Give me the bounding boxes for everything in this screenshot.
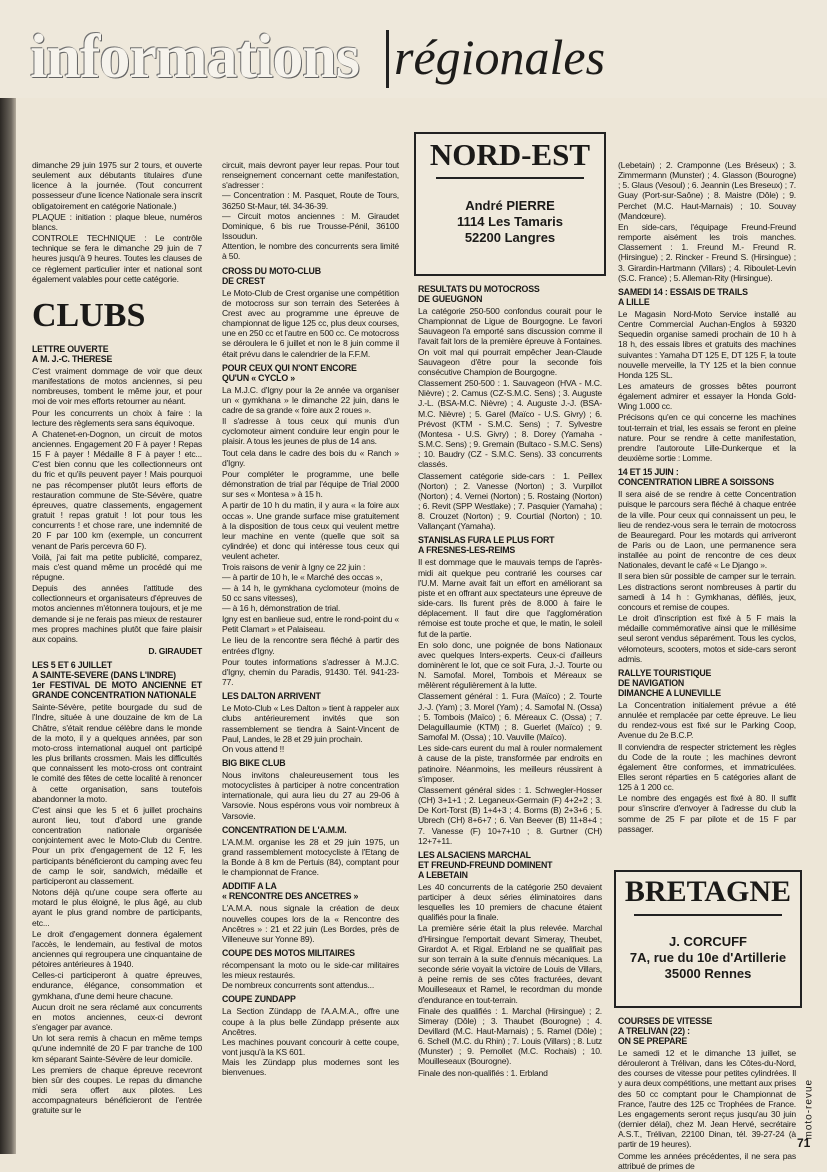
paragraph: Celles-ci participeront à quatre épreuves, endurance, élégance, consommation et gymkhana, d'une demi heure chacune. <box>32 970 202 1001</box>
correspondent-address-line-2: 35000 Rennes <box>664 966 752 981</box>
article-heading: 14 ET 15 JUIN : CONCENTRATION LIBRE A SOISSONS <box>618 467 774 488</box>
article-heading: LETTRE OUVERTE A M. J.-C. THERESE <box>32 343 113 364</box>
paragraph: Les side-cars eurent du mal à rouler normalement à cause de la piste, transformée par endroits en patinoire. Néanmoins, les meilleurs réussirent à s'imposer. <box>418 743 602 784</box>
header-title-informations: informations <box>30 23 359 91</box>
column-2 <box>222 160 399 1079</box>
paragraph: Aucun droit ne sera réclamé aux concurrents en motos anciennes, ceux-ci devront s'engager par avance. <box>32 1001 202 1033</box>
paragraph: Pour toutes informations s'adresser à M.J.C. d'Igny, chemin du Paradis, 91430. Tél. 941-23-77. <box>222 656 399 688</box>
paragraph: La Concentration initialement prévue a été annulée et remplacée par cette épreuve. Le lieu du rendez-vous est fixé sur le Parking Coop, Avenue du 2e B.C.P. <box>618 699 796 741</box>
paragraph: Classement général : 1. Fura (Maïco) ; 2. Tourte J.-J. (Yam) ; 3. Morel (Yam) ; 4. Samofal N. (Ossa) ; 5. Tombois (Maïco) ; 6. Méreaux C. (Ossa) ; 7. Delaguillaumie (KTM) ; 8. Guerlet (Maïco) ; 9. Samofal M. (Ossa) ; 10. Vauville (Maïco). <box>418 691 602 743</box>
article-heading: COUPE ZUNDAPP <box>222 994 296 1005</box>
region-title: NORD-EST <box>429 137 591 172</box>
paragraph: Pour compléter le programme, une belle démonstration de trial par l'équipe de Trial 2000 sur ses « Montesa » à 15 h. <box>222 468 399 500</box>
paragraph: Comme les années précédentes, il ne sera pas attribué de primes de <box>618 1150 796 1171</box>
section-title-clubs: CLUBS <box>32 296 146 334</box>
paragraph: Depuis des années l'attitude des collectionneurs et organisateurs d'épreuves de motos anciennes m'étonnera toujours, et je me demande si je ne ferais pas mieux de restaurer mes propres machines plutôt que faire plaisir aux copains. <box>32 583 202 644</box>
paragraph: Notons déjà qu'une coupe sera offerte au motard le plus éloigné, le plus âgé, au club ayant le plus grand nombre de participants, etc... <box>32 887 202 928</box>
correspondent-address-line-2: 52200 Langres <box>464 230 556 245</box>
paragraph: Le nombre des engagés est fixé à 80. Il suffit pour s'inscrire d'envoyer à l'adresse du club la somme de 25 F par pilote et de 15 F par passager. <box>618 793 796 834</box>
header-title-regionales: régionales <box>394 29 606 85</box>
paragraph: Le lieu de la rencontre sera fléché à partir des entrées d'Igny. <box>222 635 399 656</box>
paragraph: Tout cela dans le cadre des bois du « Ranch » d'Igny. <box>222 447 399 468</box>
paragraph: A Chatenet-en-Dognon, un circuit de motos anciennes. Engagement 20 F à payer ! Repas 15 F à payer ! Médaille 8 F à payer ! etc... C'est bien connu que les collectionneurs ont du fric et qu'ils peuvent payer ! Mais pourquoi ne pas récompenser plutôt leurs efforts de restauration commune de Ste-Sévère, quatre épreuves, quatre classements, engagement gratuit ! repas gratuit ! lot pour tous les concurrents ! et chose rare, une indemnité de 20 F par 100 km (exemple, un concurrent venant de Paris percevra 60 F). <box>32 428 202 551</box>
paragraph: Trois raisons de venir à Igny ce 22 juin : — à partir de 10 h, le « Marché des occas », — à 14 h, le gymkhana cyclomoteur (moins de 50 cc sans vitesses), — à 16 h, démonstration de trial. <box>222 562 399 613</box>
article-heading: LES DALTON ARRIVENT <box>222 691 321 702</box>
paragraph: Igny est en banlieue sud, entre le rond-point du « Petit Clamart » et Palaiseau. <box>222 614 399 635</box>
paragraph: Pour les concurrents un choix à faire : la lecture des règlements sera sans équivoque. <box>32 407 202 428</box>
article-heading: COUPE DES MOTOS MILITAIRES <box>222 948 355 958</box>
paragraph: récompensant la moto ou le side-car militaires les mieux restaurés. De nombreux concurrents sont attendus... <box>222 960 399 991</box>
divider <box>634 914 782 916</box>
article-heading: RALLYE TOURISTIQUE DE NAVIGATION DIMANCHE A LUNEVILLE <box>618 667 721 698</box>
paragraph: Un lot sera remis à chacun en même temps qu'une indemnité de 20 F par tranche de 100 km séparant Sainte-Sévère de leur domicile. <box>32 1033 202 1064</box>
paragraph: Nous invitons chaleureusement tous les motocyclistes à participer à notre concentration internationale, qui aura lieu du 27 au 29-06 à Varsovie. Nous espérons vous voir nombreux à Varsovie. <box>222 769 399 821</box>
paragraph: Il s'adresse à tous ceux qui munis d'un cyclomoteur aiment conduire leur engin pour le plaisir. A tous les jeunes de plus de 14 ans. <box>222 416 399 447</box>
article-heading: LES ALSACIENS MARCHAL ET FREUND-FREUND DOMINENT A LEBETAIN <box>418 849 553 880</box>
paragraph: Il sera bien sûr possible de camper sur le terrain. Les distractions seront nombreuses à partir du samedi à 14 h : Gymkhanas, défilés, jeux, concours et remise de coupes. <box>618 571 796 612</box>
article-heading: BIG BIKE CLUB <box>222 757 286 768</box>
divider <box>436 177 584 179</box>
article-heading: COURSES DE VITESSE A TRELIVAN (22) : ON SE PREPARE <box>618 1016 713 1046</box>
correspondent-name: André PIERRE <box>465 198 555 213</box>
paragraph: Classement catégorie side-cars : 1. Peillex (Norton) ; 2. Vanesse (Norton) ; 3. Vurpillot (Norton) ; 4. Vernei (Norton) ; 5. Rostaing (Norton) ; 6. Revit (SPP Westlake) ; 7. Pasquier (Yamaha) ; 8. Crouzet (Norton) ; 9. Courtial (Norton) ; 10. Vallançant (Yamaha). <box>418 470 602 532</box>
article-heading: CROSS DU MOTO-CLUB DE CREST <box>222 265 321 286</box>
correspondent-address-line-1: 7A, rue du 10e d'Artillerie <box>629 950 787 965</box>
paragraph: CONTROLE TECHNIQUE : Le contrôle technique se fera le dimanche 29 juin de 7 heures jusqu'à 9 heures. Toutes les clauses de ce règlement particulier inter et national sont également valables pour cette catégorie. <box>32 233 202 284</box>
page-header <box>0 0 827 98</box>
article-heading: RESULTATS DU MOTOCROSS DE GUEUGNON <box>418 284 540 304</box>
correspondent-address-line-1: 1114 Les Tamaris <box>456 214 563 229</box>
paragraph: Il conviendra de respecter strictement les règles du Code de la route ; les machines devront également être conformes, et immatriculées. Elles seront réparties en 5 catégories allant de 125 à 1 200 cc. <box>618 741 796 793</box>
paragraph: Voilà, j'ai fait ma petite publicité, comparez, mais c'est quand même un procédé qui me répugne. <box>32 551 202 582</box>
paragraph: Il est dommage que le mauvais temps de l'après-midi ait quelque peu contrarié les courses car l'U.M. Marne avait fait un effort en améliorant sa piste et en offrant aux spectateurs une épreuve de side-cars. Ils furent près de 8.000 à faire le déplacement. Il faut dire que l'agglomération rémoise est toute proche et que, le matin, le soleil fut de la partie. <box>418 557 602 639</box>
paragraph: L'A.M.M. organise les 28 et 29 juin 1975, un grand rassemblement motocycliste à l'Etang de la Bonde à 8 km de Pertuis (84), comptant pour le championnat de France. <box>222 836 399 878</box>
column-4 <box>618 160 796 835</box>
paragraph: Classement 250-500 : 1. Sauvageon (HVA - M.C. Nièvre) ; 2. Camus (CZ-S.M.C. Sens) ; 3. Auguste J.-L. (BSA-M.C. Nièvre) ; 4. Auguste J.-J. (BSA-M.C. Nièvre) ; 5. Garel (Maïco - U.S. Givry) ; 6. Prévost (KTM - S.M.C. Sens) ; 7. Sylvestre (Montesa - U.S. Givry) ; 8. Dorey (Yamaha - S.M.C. Sens) ; 9. Gremain (Bultaco - S.M.C. Sens) ; 10. Baudry (CZ - S.M.C. Sens). 33 concurrents classés. <box>418 378 602 470</box>
region-header-bretagne <box>614 870 802 1008</box>
paragraph: Il sera aisé de se rendre à cette Concentration puisque le parcours sera fléché à chaque entrée de la ville. Pour ceux qui connaissent un peu, le lieu de rendez-vous sera le terrain de motocross de Beauregard. Pour les motards qui arriveront de Paris ou de Laon, une permanence sera installée au point de rencontre de ces deux Nationales, devant le café « Le Django ». <box>618 489 796 571</box>
paragraph: Le samedi 12 et le dimanche 13 juillet, se dérouleront à Trélivan, dans les Côtes-du-Nord, des courses de vitesse pour petites cylindrées. Il y aura deux compétitions, une mettant aux prises des 50 cc comptant pour le Championnat de France, l'autre des 125 cc Trophées de France. Les engagements seront reçus jusqu'au 30 juin (dernier délai), chez M. Jean Hervé, secrétaire A.S.T., Trélivan, 22100 Dinan, tél. 39-27-24 (à partir de 19 heures). <box>618 1048 796 1150</box>
article-heading: LES 5 ET 6 JUILLET A SAINTE-SEVERE (DANS L'INDRE) 1er FESTIVAL DE MOTO ANCIENNE ET GRANDE CONCENTRATION NATIONALE <box>32 660 202 701</box>
article-heading: POUR CEUX QUI N'ONT ENCORE QU'UN « CYCLO » <box>222 362 357 383</box>
paragraph: Précisons qu'en ce qui concerne les machines tout-terrain et trial, les essais se feront en pleine nature. Pour se rendre à cette manifestation, prendre l'autoroute Lille-Dunkerque et la deuxième sortie : Lomme. <box>618 412 796 464</box>
paragraph: La Section Zündapp de l'A.A.M.A., offre une coupe à la plus belle Zündapp présente aux Ancêtres. Les machines pouvant concourir à cette coupe, vont jusqu'à la KS 601. Mais les Zündapp plus modernes sont les bienvenues. <box>222 1006 399 1078</box>
article-heading: ADDITIF A LA « RENCONTRE DES ANCETRES » <box>222 881 359 902</box>
paragraph: dimanche 29 juin 1975 sur 2 tours, et ouverte seulement aux débutants titulaires d'une licence à la journée. (Tout concurrent possesseur d'une licence Nationale sera inscrit obligatoirement en catégorie Nationale.) <box>32 160 202 211</box>
region-header-nord-est <box>414 132 606 276</box>
magazine-name <box>799 1080 819 1140</box>
paragraph: C'est ainsi que les 5 et 6 juillet prochains auront lieu, tout d'abord une grande concentration nationale organisée conjointement avec le Moto-Club du Centre. Pour un prix d'engagement de 12 F, les participants bénéficieront du camping avec feu de camp le soir, sandwich, médaille et participeront au classement. <box>32 804 202 886</box>
paragraph: Les amateurs de grosses bêtes pourront également admirer et essayer la Honda Gold-Wing 1.000 cc. <box>618 380 796 412</box>
column-3 <box>418 280 602 1079</box>
paragraph: Le Moto-Club « Les Dalton » tient à rappeler aux clubs antérieurement invités que son rassemblement se tiendra à Saint-Vincent de Paul, Landes, le 28 et 29 juin prochain. On vous attend !! <box>222 703 399 754</box>
column-1 <box>32 160 202 1117</box>
header-divider <box>386 30 389 88</box>
paragraph: (Lebetain) ; 2. Cramponne (Les Bréseux) ; 3. Zimmermann (Munster) ; 4. Glasson (Bourogne) ; 5. Glaus (Vesoul) ; 6. Jeannin (Les Breseux) ; 7. Guay (Port-sur-Saône) ; 8. Maistre (Dôle) ; 9. Perchet (M.C. Haut-Marnais) ; 10. Souvay (Mandœure). <box>618 160 796 221</box>
paragraph: La catégorie 250-500 confondus courait pour le Championnat de Ligue de Bourgogne. Le favori Sauvageon l'a emporté sans discussion comme il l'avait fait lors de la première épreuve à Fontaines. On voit mal qui pourrait empêcher Jean-Claude Sauvageon d'être pour la seconde fois consécutive Champion de Bourgogne. <box>418 306 602 377</box>
paragraph: Les premiers de chaque épreuve recevront bien sûr des coupes. Le repas du dimanche midi sera offert aux pilotes. Les accompagnateurs bénéficieront de l'entrée gratuite sur le <box>32 1064 202 1116</box>
paragraph: Finale des non-qualifiés : 1. Erbland <box>418 1067 548 1078</box>
paragraph: Le Moto-Club de Crest organise une compétition de motocross sur son terrain des Seterées à Crest avec au programme une épreuve de championnat de ligue 125 cc, plus deux courses, une en 250 cc et l'autre en 500 cc. Ce motocross se déroulera le 6 juillet et non le 8 juin comme il était prévu dans le calendrier de la F.F.M. <box>222 287 399 359</box>
paragraph: C'est vraiment dommage de voir que deux manifestations de motos anciennes, si peu nombreuses, tombent le même jour, et pour moi de voir mes efforts retourner au néant. <box>32 365 202 407</box>
paragraph: Les 40 concurrents de la catégorie 250 devaient participer à deux séries éliminatoires dans lesquelles les 10 premiers de chacune étaient qualifiés pour la finale. <box>418 881 602 923</box>
page-gutter-shadow <box>0 0 16 1154</box>
article-heading: SAMEDI 14 : ESSAIS DE TRAILS A LILLE <box>618 286 748 307</box>
paragraph: L'A.M.A. nous signale la création de deux nouvelles coupes lors de la « Rencontre des Ancêtres » : 21 et 22 juin (Les Bordes, près de Villeneuve sur Yonne 89). <box>222 903 399 944</box>
region-title: BRETAGNE <box>624 875 792 908</box>
article-heading: STANISLAS FURA LE PLUS FORT A FRESNES-LES-REIMS <box>418 535 555 556</box>
paragraph: Classement général sides : 1. Schwegler-Hosser (CH) 3+1+1 ; 2. Leganeux-Germain (F) 4+2+2 ; 3. De Kort-Torst (B) 1+4+3 ; 4. Borms (B) 2+3+6 ; 5. Ubrech (CH) 8+6+7 ; 6. Van Beever (B) 11+8+4 ; 7. Vanesse (F) 10+7+10 ; 8. Gurtner (CH) 12+7+11. <box>418 784 602 846</box>
paragraph: La M.J.C. d'Igny pour la 2e année va organiser un « gymkhana » le dimanche 22 juin, dans le cadre de sa grande « foire aux 2 roues ». <box>222 384 399 415</box>
paragraph: Sainte-Sévère, petite bourgade du sud de l'Indre, située à une douzaine de km de La Châtre, s'était rendue célèbre dans le monde de la moto, il y a quelques années, par son moto-cross international auquel ont participé les plus brillants crossmen. Mais les difficultés que connaissent les moto-cross ont contraint le comité des fêtes de cette localité à renoncer à cette organisation, sans toutefois abandonner la moto. <box>32 702 202 804</box>
page-number: 71 <box>797 1136 811 1150</box>
paragraph: En side-cars, l'équipage Freund-Freund remporte aisément les trois manches. Classement : 1. Freund M.- Freund R. (Hirsingue) ; 2. Rincker - Freund S. (Hirsingue) ; 3. Girardin-Hartmann (Villars) ; 4. Riboulet-Levin (S.C. France) ; 5. Alleman-Rity (Hirsingue). <box>618 221 796 283</box>
author-signature: D. GIRAUDET <box>148 646 202 657</box>
column-4-bottom <box>618 1012 796 1172</box>
correspondent-name: J. CORCUFF <box>669 934 747 949</box>
paragraph: Le droit d'inscription est fixé à 5 F mais la médaille commémorative ainsi que le millésime seul seront vendus séparément. Tous les cyclos, vélomoteurs, scooters, motos et side-cars seront admis. <box>618 613 796 664</box>
paragraph: Le droit d'engagement donnera également l'accès, le lendemain, au festival de motos anciennes qui regroupera une cinquantaine de pétoires antérieures à 1940. <box>32 928 202 970</box>
paragraph: PLAQUE : initiation : plaque bleue, numéros blancs. <box>32 211 202 232</box>
paragraph: Le Magasin Nord-Moto Service installé au Centre Commercial Auchan-Englos à 59320 Sequedin organise samedi prochain de 10 h à 18 h, des essais libres et gratuits des machines suivantes : Yamaha DT 125 E, DT 125 F, la toute nouvelle merveille, la TY 125 et la bien connue Honda 125 SL. <box>618 308 796 380</box>
paragraph: A partir de 10 h du matin, il y aura « la foire aux occas ». Une grande surface mise gratuitement à la disposition de tous ceux qui veulent mettre leur machine en vente (quelle que soit sa cylindrée) et donc qui intéresse tous ceux qui veulent acheter. <box>222 500 399 562</box>
magazine-name-text: moto-revue <box>803 1078 815 1140</box>
paragraph: circuit, mais devront payer leur repas. Pour tout renseignement concernant cette manifestation, s'adresser : — Concentration : M. Pasquet, Route de Tours, 36250 St-Maur, tél. 34-36-39. — Circuit motos anciennes : M. Giraudet Dominique, 6 bis rue Trousse-Pénil, 36100 Issoudun. Attention, le nombre des concurrents sera limité à 50. <box>222 160 399 262</box>
paragraph: En solo donc, une poignée de bons Nationaux avec quelques Inters-experts. Ceux-ci d'ailleurs dominèrent le lot, que ce soit Fura, J.-J. Tourte ou N. Samofal. Morel, Tombois et Méreaux se mêlèrent régulièrement à la lutte. <box>418 639 602 691</box>
paragraph: La première série était la plus relevée. Marchal d'Hirsingue l'emportait devant Simeray, Theubet, Girardot A. et Rigal. Erbland ne se qualifiait pas sur son terrain à la suite d'ennuis mécaniques. La seconde série voyait la victoire de Louis de Villars, à peine remis de ses côtes fracturées, devant Mouilleseaux et Ramel, le recordman du monde d'endurance en tout-terrain. <box>418 923 602 1005</box>
article-heading: CONCENTRATION DE L'A.M.M. <box>222 824 347 835</box>
paragraph: Finale des qualifiés : 1. Marchal (Hirsingue) ; 2. Simeray (Dôle) ; 3. Thaubet (Bourogne) ; 4. Devillard (M.C. Haut-Marnais) ; 5. Ramel (Dôle) ; 6. Schell (M.C. du Rhin) ; 7. Louis (Villars) ; 8. Lutz (Munster) ; 9. Pernollet (M.C. Rochais) ; 10. Mouilleseaux (Bourogne). <box>418 1005 602 1067</box>
